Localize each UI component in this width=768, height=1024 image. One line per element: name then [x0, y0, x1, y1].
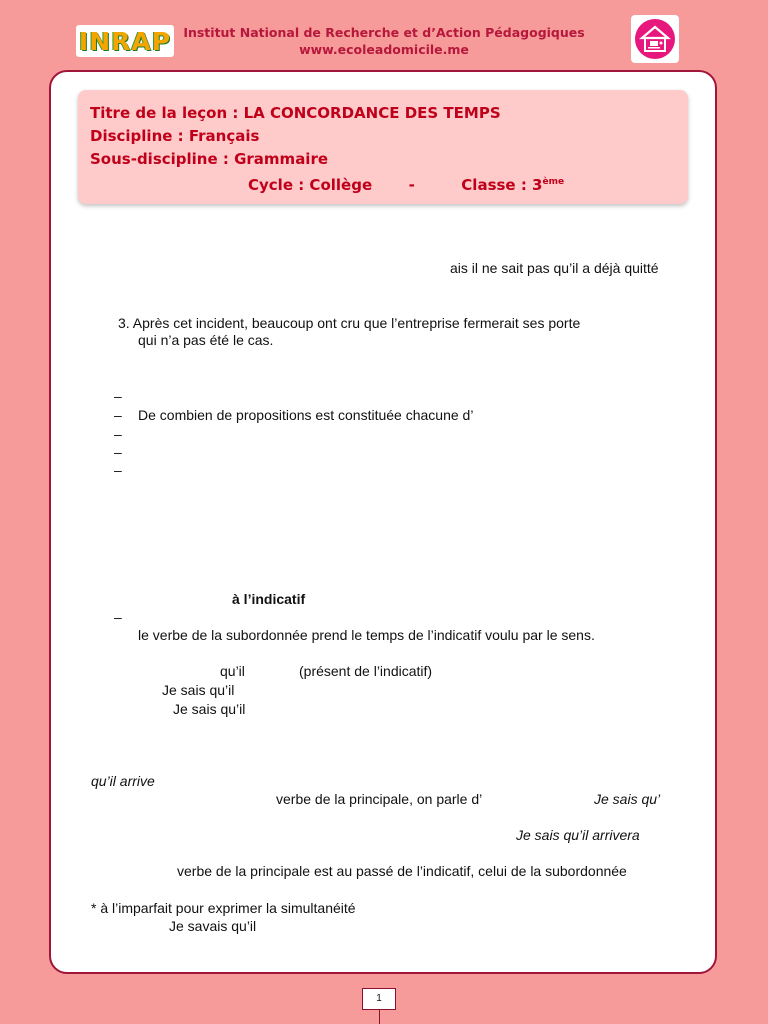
dash-1: – [114, 388, 122, 404]
dash-2: – [114, 407, 122, 423]
lesson-classe-sup: ème [542, 177, 565, 187]
verbe-principale-line: verbe de la principale, on parle d’ [276, 791, 483, 807]
body-line-1: ais il ne sait pas qu’il a déjà quitté [450, 260, 659, 276]
item-3-line-1: 3. Après cet incident, beaucoup ont cru que l’entreprise fermerait ses porte [118, 315, 581, 331]
question-line: De combien de propositions est constituée chacune d’ [138, 407, 474, 423]
inrap-logo-text: INRAP [78, 26, 172, 56]
house-computer-icon [631, 15, 679, 63]
je-sais-arrivera: Je sais qu’il arrivera [516, 827, 640, 843]
quil-arrive: qu’il arrive [91, 773, 155, 789]
lesson-title: Titre de la leçon : LA CONCORDANCE DES TEMPS [90, 104, 501, 122]
item-3-line-2: qui n’a pas été le cas. [138, 332, 274, 348]
je-sais-qu: Je sais qu’ [594, 791, 661, 807]
lesson-discipline: Discipline : Français [90, 127, 260, 145]
website-link[interactable]: www.ecoleadomicile.me [299, 42, 469, 57]
je-savais: Je savais qu’il [169, 918, 257, 934]
lesson-cycle-row [90, 171, 676, 197]
example-quil: qu’il [220, 663, 245, 679]
page-number: 1 [362, 988, 396, 1010]
dash-4: – [114, 444, 122, 460]
indicatif-heading: à l’indicatif [232, 591, 306, 607]
dash-6: – [114, 609, 122, 625]
example-present: (présent de l’indicatif) [299, 663, 433, 679]
rule-line: le verbe de la subordonnée prend le temps de l’indicatif voulu par le sens. [138, 627, 595, 643]
example-je-sais-2: Je sais qu’il [173, 701, 246, 717]
lesson-classe: Classe : 3 [461, 176, 543, 194]
lesson-sub-discipline: Sous-discipline : Grammaire [90, 150, 329, 168]
page-number-line [379, 1010, 380, 1024]
institute-name: Institut National de Recherche et d’Action Pédagogiques [183, 25, 585, 40]
lesson-separator: - [408, 176, 415, 194]
lesson-cycle: Cycle : Collège [248, 176, 373, 194]
lesson-info-box [78, 90, 688, 204]
imparfait-line: * à l’imparfait pour exprimer la simultanéité [91, 900, 356, 916]
example-je-sais-1: Je sais qu’il [162, 682, 235, 698]
dash-3: – [114, 426, 122, 442]
verbe-passe-line: verbe de la principale est au passé de l’indicatif, celui de la subordonnée [177, 863, 627, 879]
dash-5: – [114, 462, 122, 478]
